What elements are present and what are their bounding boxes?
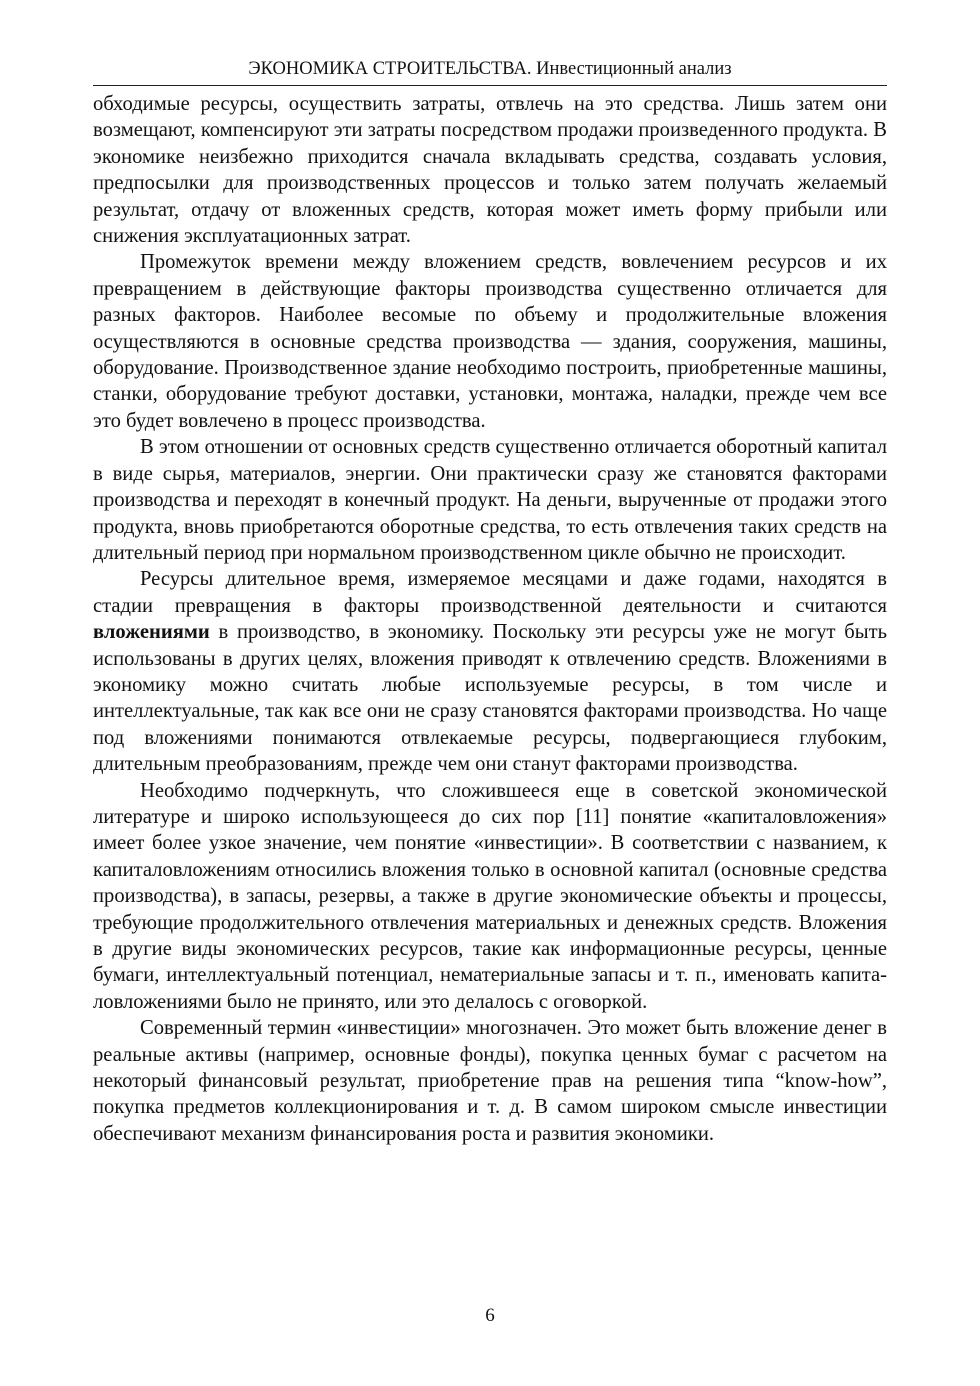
- bold-term-vlozheniya: вложениями: [93, 621, 210, 644]
- paragraph-4-text-after: в производство, в экономику. Поскольку эти ресурсы уже не могут быть использованы в других целях, вложения приводят к отвлечению средств. Вложениями в экономику можно считать любые используемые ресурсы, в том числе и интеллектуальные, так как все они не сразу становятся факторами производства. Но чаще под вложениями понимаются отвлекаемые ресурсы, подвергающиеся глубоким, длительным преобразованиям, прежде чем они станут факторами производства.: [93, 621, 887, 776]
- paragraph-4: [93, 566, 887, 777]
- paragraph-6: Современный термин «инвестиции» многозначен. Это может быть вложение денег в реальные активы (например, основные фонды), покупка ценных бумаг с расчетом на некоторый финансовый результат, приобретение прав на решения типа “know-how”, покупка предметов коллекционирования и т. д. В самом широком смысле инвестиции обеспечивают механизм финансирования роста и развития экономики.: [93, 1017, 887, 1145]
- header-title-rest: Инвестиционный анализ: [531, 59, 732, 79]
- document-page: [93, 56, 887, 1147]
- paragraph-1: обходимые ресурсы, осуществить затраты, отвлечь на это средства. Лишь затем они возмещают, компенсируют эти затраты посредством продажи произведенного продукта. В экономике неизбежно приходится сначала вкладывать средства, создавать условия, предпосылки для производственных процессов и только затем получать желаемый результат, отдачу от вложенных средств, которая может иметь форму прибыли или снижения эксплуатационных затрат.: [93, 93, 887, 248]
- header-title-caps: ЭКОНОМИКА СТРОИТЕЛЬСТВА.: [248, 59, 532, 79]
- paragraph-3: В этом отношении от основных средств существенно отличается оборотный капитал в виде сырья, материалов, энергии. Они практически сразу же становятся факторами производства и переходят в конечный продукт. На деньги, вырученные от продажи этого продукта, вновь приобретаются оборотные средства, то есть отвлечения таких средств на длительный период при нормальном производственном цикле обычно не происходит.: [93, 436, 887, 564]
- page-number: 6: [485, 1305, 495, 1326]
- body-text: [93, 91, 887, 1147]
- paragraph-2: Промежуток времени между вложением средств, вовлечением ресурсов и их превращением в действующие факторы производства существенно отличается для разных факторов. Наиболее весомые по объему и продолжительные вложения осуществляются в основные средства производства — здания, сооружения, машины, оборудование. Производственное здание необходимо построить, приобретенные машины, станки, оборудование требуют доставки, установки, монтажа, наладки, прежде чем все это будет вовлечено в процесс производства.: [93, 251, 887, 432]
- running-header: [93, 56, 887, 86]
- paragraph-4-text-before: Ресурсы длительное время, измеряемое месяцами и даже годами, находятся в стадии превращения в факторы производственной деятельности и считаются: [93, 568, 887, 617]
- paragraph-5: Необходимо подчеркнуть, что сложившееся еще в советской экономической литературе и широко использующееся до сих пор [11] понятие «капиталовложения» имеет более узкое значение, чем понятие «инвестиции». В соответствии с названием, к капиталовложениям относились вложения только в основной капитал (основные средства производства), в запасы, резервы, а также в другие экономические объекты и процессы, требующие продолжительного отвлечения материальных и денежных средств. Вложения в другие виды экономических ресурсов, такие как информационные ресурсы, ценные бумаги, интеллектуальный потенциал, нематериальные запасы и т. п., именовать капиталовложениями было не принято, или это делалось с оговоркой.: [93, 779, 887, 1013]
